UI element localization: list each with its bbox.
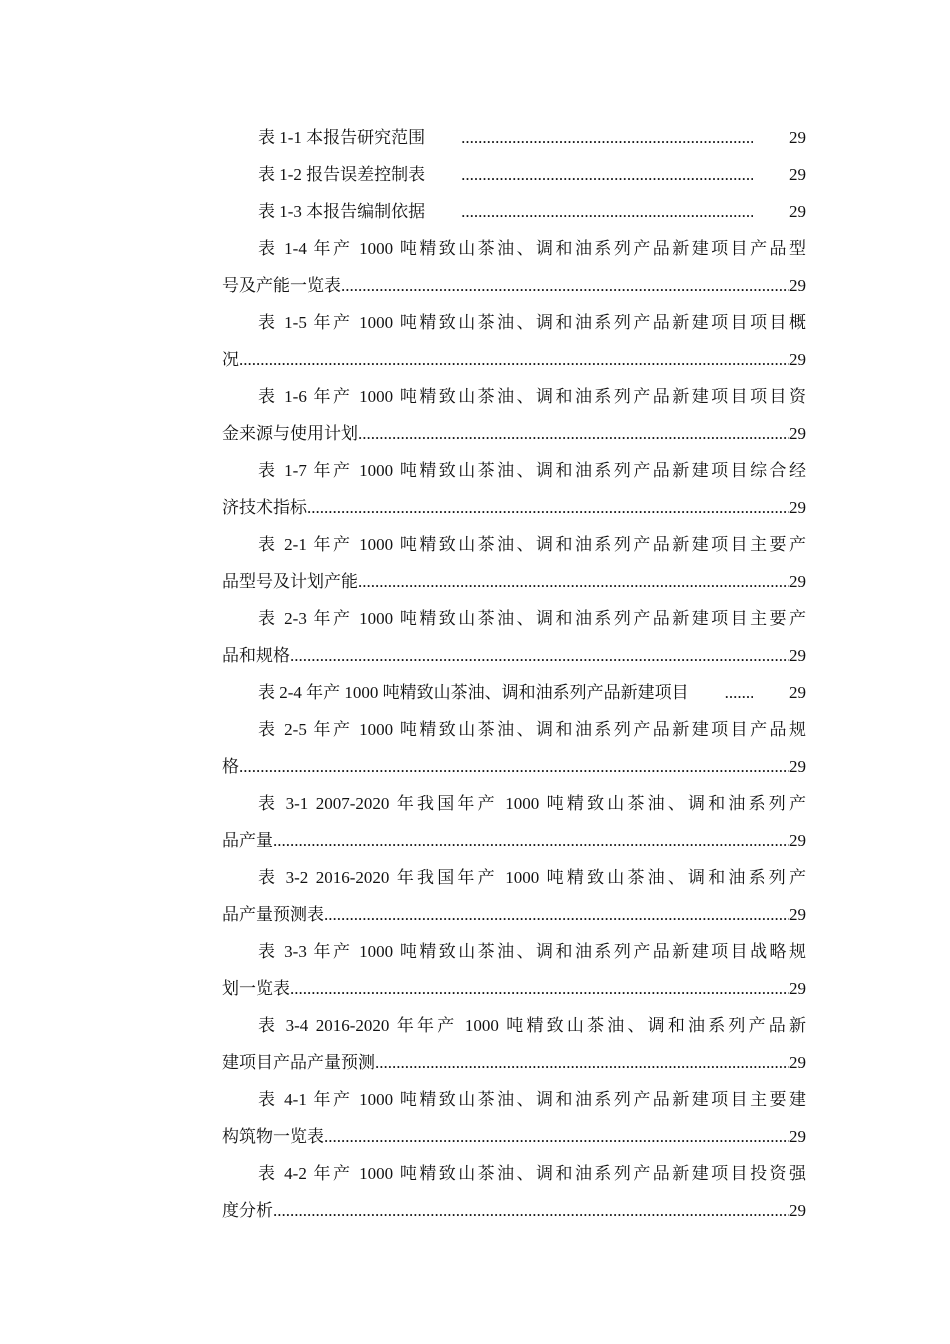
toc-entry-title-cont: 划一览表 — [222, 979, 290, 998]
toc-page-number: 29 — [789, 683, 806, 702]
toc-entry[interactable] — [222, 304, 806, 378]
toc-page-number: 29 — [789, 128, 806, 147]
toc-entry[interactable] — [222, 1155, 806, 1229]
dot-leader — [273, 1192, 789, 1229]
dot-leader — [239, 341, 789, 378]
toc-entry[interactable] — [222, 452, 806, 526]
toc-entry-title: 表 1-6 年产 1000 吨精致山茶油、调和油系列产品新建项目项目资 — [258, 387, 806, 406]
toc-entry-title-cont: 金来源与使用计划 — [222, 424, 358, 443]
dot-leader — [324, 1118, 789, 1155]
dot-leader — [307, 489, 789, 526]
toc-entry-title: 表 2-5 年产 1000 吨精致山茶油、调和油系列产品新建项目产品规 — [258, 720, 806, 739]
toc-entry-title-cont: 号及产能一览表 — [222, 276, 341, 295]
dot-leader — [425, 193, 753, 230]
toc-page-number: 29 — [789, 572, 806, 591]
toc-entry[interactable] — [222, 859, 806, 933]
toc-entry-title: 表 2-4 年产 1000 吨精致山茶油、调和油系列产品新建项目 — [258, 683, 689, 702]
dot-leader — [689, 674, 753, 711]
dot-leader — [375, 1044, 789, 1081]
toc-entry-title-cont: 济技术指标 — [222, 498, 307, 517]
dot-leader — [324, 896, 789, 933]
dot-leader — [341, 267, 789, 304]
toc-entry-title: 表 3-3 年产 1000 吨精致山茶油、调和油系列产品新建项目战略规 — [258, 942, 806, 961]
toc-entry-title: 表 2-1 年产 1000 吨精致山茶油、调和油系列产品新建项目主要产 — [258, 535, 806, 554]
table-of-contents — [222, 119, 806, 1229]
dot-leader — [239, 748, 789, 785]
toc-entry-title-cont: 构筑物一览表 — [222, 1127, 324, 1146]
toc-page-number: 29 — [789, 202, 806, 221]
toc-entry-title-cont: 况 — [222, 350, 239, 369]
toc-page-number: 29 — [789, 646, 806, 665]
toc-entry[interactable] — [222, 193, 806, 230]
toc-entry-title: 表 1-7 年产 1000 吨精致山茶油、调和油系列产品新建项目综合经 — [258, 461, 806, 480]
dot-leader — [273, 822, 789, 859]
toc-entry-title: 表 2-3 年产 1000 吨精致山茶油、调和油系列产品新建项目主要产 — [258, 609, 806, 628]
toc-page-number: 29 — [789, 831, 806, 850]
toc-entry-title-cont: 建项目产品产量预测 — [222, 1053, 375, 1072]
toc-entry-title-cont: 品产量 — [222, 831, 273, 850]
toc-page-number: 29 — [789, 979, 806, 998]
dot-leader — [425, 156, 753, 193]
toc-entry-title-cont: 品产量预测表 — [222, 905, 324, 924]
dot-leader — [290, 637, 789, 674]
toc-entry-title: 表 4-2 年产 1000 吨精致山茶油、调和油系列产品新建项目投资强 — [258, 1164, 806, 1183]
toc-entry[interactable] — [222, 711, 806, 785]
toc-entry-title-cont: 格 — [222, 757, 239, 776]
toc-entry-title: 表 1-1 本报告研究范围 — [258, 128, 426, 147]
toc-entry-title: 表 1-4 年产 1000 吨精致山茶油、调和油系列产品新建项目产品型 — [258, 239, 806, 258]
dot-leader — [425, 119, 753, 156]
toc-entry[interactable] — [222, 1007, 806, 1081]
toc-entry-title-cont: 品型号及计划产能 — [222, 572, 358, 591]
toc-entry[interactable] — [222, 933, 806, 1007]
dot-leader — [358, 415, 789, 452]
toc-page-number: 29 — [789, 165, 806, 184]
toc-entry-title-cont: 度分析 — [222, 1201, 273, 1220]
dot-leader — [358, 563, 789, 600]
toc-entry[interactable] — [222, 785, 806, 859]
toc-entry-title: 表 3-4 2016-2020 年年产 1000 吨精致山茶油、调和油系列产品新 — [258, 1016, 806, 1035]
toc-entry-title: 表 1-3 本报告编制依据 — [258, 202, 426, 221]
toc-page-number: 29 — [789, 1201, 806, 1220]
toc-page-number: 29 — [789, 1127, 806, 1146]
toc-page-number: 29 — [789, 424, 806, 443]
toc-page-number: 29 — [789, 276, 806, 295]
toc-entry-title: 表 4-1 年产 1000 吨精致山茶油、调和油系列产品新建项目主要建 — [258, 1090, 806, 1109]
toc-entry-title-cont: 品和规格 — [222, 646, 290, 665]
toc-entry-title: 表 1-2 报告误差控制表 — [258, 165, 426, 184]
toc-entry[interactable] — [222, 156, 806, 193]
toc-entry-title: 表 3-2 2016-2020 年我国年产 1000 吨精致山茶油、调和油系列产 — [258, 868, 806, 887]
toc-entry[interactable] — [222, 526, 806, 600]
toc-entry[interactable] — [222, 378, 806, 452]
toc-page-number: 29 — [789, 757, 806, 776]
dot-leader — [290, 970, 789, 1007]
toc-entry[interactable] — [222, 230, 806, 304]
toc-entry-title: 表 1-5 年产 1000 吨精致山茶油、调和油系列产品新建项目项目概 — [258, 313, 806, 332]
toc-page-number: 29 — [789, 1053, 806, 1072]
toc-page-number: 29 — [789, 498, 806, 517]
toc-page-number: 29 — [789, 905, 806, 924]
toc-entry[interactable] — [222, 674, 806, 711]
toc-entry[interactable] — [222, 600, 806, 674]
toc-entry-title: 表 3-1 2007-2020 年我国年产 1000 吨精致山茶油、调和油系列产 — [258, 794, 806, 813]
toc-entry[interactable] — [222, 119, 806, 156]
toc-page-number: 29 — [789, 350, 806, 369]
toc-entry[interactable] — [222, 1081, 806, 1155]
